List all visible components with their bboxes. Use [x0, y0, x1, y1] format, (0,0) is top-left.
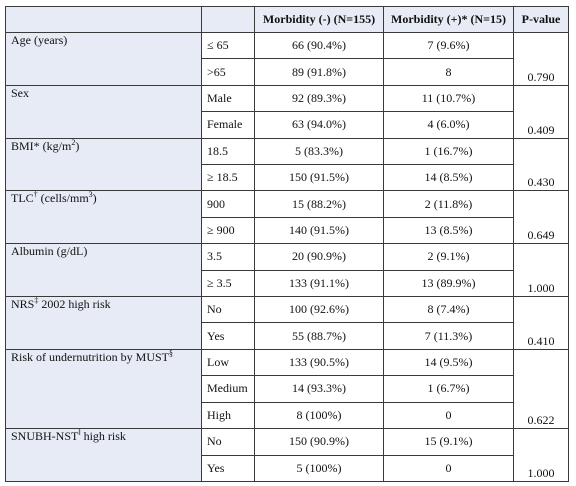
table-row — [6, 297, 569, 323]
morbidity-negative-cell: 5 (100%) — [255, 455, 384, 482]
p-value-cell: 0.790 — [514, 33, 569, 86]
morbidity-positive-cell: 13 (8.5%) — [384, 217, 514, 243]
p-value-cell: 0.430 — [514, 138, 569, 191]
variable-label: BMI* (kg/m — [11, 138, 72, 153]
morbidity-positive-cell: 8 — [384, 59, 514, 85]
header-variable — [6, 7, 202, 33]
header-level — [202, 7, 255, 33]
header-morbidity-negative: Morbidity (-) (N=155) — [255, 7, 384, 33]
variable-label: high risk — [80, 429, 126, 444]
variable-cell — [6, 85, 202, 138]
level-cell: High — [202, 402, 255, 428]
variable-label: Risk of undernutrition by MUST — [11, 349, 169, 364]
morbidity-negative-cell: 14 (93.3%) — [255, 376, 384, 402]
variable-superscript: ‡ — [34, 296, 39, 306]
variable-superscript: † — [33, 190, 38, 200]
variable-cell — [6, 429, 202, 482]
morbidity-negative-cell: 5 (83.3%) — [255, 138, 384, 164]
morbidity-positive-cell: 13 (89.9%) — [384, 270, 514, 296]
level-cell: 900 — [202, 191, 255, 217]
morbidity-positive-cell: 2 (9.1%) — [384, 244, 514, 270]
variable-label: Age (years) — [11, 33, 68, 47]
level-cell: ≥ 3.5 — [202, 270, 255, 296]
morbidity-positive-cell: 1 (6.7%) — [384, 376, 514, 402]
morbidity-positive-cell: 4 (6.0%) — [384, 112, 514, 138]
table-row — [6, 244, 569, 270]
morbidity-negative-cell: 20 (90.9%) — [255, 244, 384, 270]
p-value-cell: 0.410 — [514, 297, 569, 350]
table-row — [6, 429, 569, 455]
variable-label: Sex — [11, 85, 29, 100]
variable-cell — [6, 244, 202, 297]
morbidity-table — [5, 6, 569, 482]
table-row — [6, 138, 569, 164]
morbidity-positive-cell: 2 (11.8%) — [384, 191, 514, 217]
morbidity-negative-cell: 55 (88.7%) — [255, 323, 384, 349]
variable-label: TLC — [11, 191, 34, 206]
p-value-cell: 1.000 — [514, 429, 569, 482]
level-cell: Medium — [202, 376, 255, 402]
morbidity-negative-cell: 133 (90.5%) — [255, 349, 384, 375]
variable-label: NRS — [11, 297, 35, 312]
variable-cell — [6, 191, 202, 244]
p-value-cell: 0.622 — [514, 349, 569, 428]
level-cell: Female — [202, 112, 255, 138]
level-cell: ≤ 65 — [202, 33, 255, 59]
level-cell: Male — [202, 85, 255, 111]
p-value-cell: 1.000 — [514, 244, 569, 297]
morbidity-positive-cell: 14 (8.5%) — [384, 165, 514, 191]
table-body — [6, 33, 569, 482]
morbidity-negative-cell: 15 (88.2%) — [255, 191, 384, 217]
morbidity-positive-cell: 7 (11.3%) — [384, 323, 514, 349]
variable-superscript: ‖ — [78, 428, 81, 438]
morbidity-positive-cell: 7 (9.6%) — [384, 33, 514, 59]
morbidity-positive-cell: 8 (7.4%) — [384, 297, 514, 323]
level-cell: Yes — [202, 323, 255, 349]
morbidity-negative-cell: 140 (91.5%) — [255, 217, 384, 243]
level-cell: ≥ 900 — [202, 217, 255, 243]
level-cell: 3.5 — [202, 244, 255, 270]
variable-superscript: § — [169, 348, 173, 358]
variable-label: SNUBH-NST — [11, 429, 79, 444]
table-row — [6, 191, 569, 217]
variable-cell — [6, 138, 202, 191]
morbidity-positive-cell: 14 (9.5%) — [384, 349, 514, 375]
morbidity-positive-cell: 1 (16.7%) — [384, 138, 514, 164]
variable-label: ) — [75, 138, 80, 153]
level-cell: No — [202, 297, 255, 323]
morbidity-positive-cell: 15 (9.1%) — [384, 429, 514, 455]
level-cell: Yes — [202, 455, 255, 482]
header-row — [6, 7, 569, 33]
table-row — [6, 33, 569, 59]
morbidity-negative-cell: 89 (91.8%) — [255, 59, 384, 85]
variable-label: ) — [92, 191, 97, 206]
level-cell: Low — [202, 349, 255, 375]
variable-cell — [6, 349, 202, 428]
morbidity-negative-cell: 63 (94.0%) — [255, 112, 384, 138]
morbidity-negative-cell: 100 (92.6%) — [255, 297, 384, 323]
header-p-value: P-value — [514, 7, 569, 33]
variable-cell — [6, 33, 202, 86]
table-row — [6, 85, 569, 111]
morbidity-negative-cell: 8 (100%) — [255, 402, 384, 428]
morbidity-negative-cell: 66 (90.4%) — [255, 33, 384, 59]
variable-cell — [6, 297, 202, 350]
variable-superscript: 3 — [88, 190, 93, 200]
variable-superscript: 2 — [71, 137, 76, 147]
morbidity-negative-cell: 150 (90.9%) — [255, 429, 384, 455]
level-cell: >65 — [202, 59, 255, 85]
level-cell: No — [202, 429, 255, 455]
header-morbidity-positive: Morbidity (+)* (N=15) — [384, 7, 514, 33]
variable-label: Albumin (g/dL) — [11, 244, 88, 259]
table-row — [6, 349, 569, 375]
morbidity-positive-cell: 0 — [384, 455, 514, 482]
p-value-cell: 0.409 — [514, 85, 569, 138]
morbidity-negative-cell: 133 (91.1%) — [255, 270, 384, 296]
variable-label: 2002 high risk — [38, 297, 111, 312]
morbidity-positive-cell: 11 (10.7%) — [384, 85, 514, 111]
level-cell: ≥ 18.5 — [202, 165, 255, 191]
variable-label: (cells/mm — [37, 191, 89, 206]
level-cell: 18.5 — [202, 138, 255, 164]
morbidity-positive-cell: 0 — [384, 402, 514, 428]
morbidity-negative-cell: 92 (89.3%) — [255, 85, 384, 111]
morbidity-negative-cell: 150 (91.5%) — [255, 165, 384, 191]
p-value-cell: 0.649 — [514, 191, 569, 244]
